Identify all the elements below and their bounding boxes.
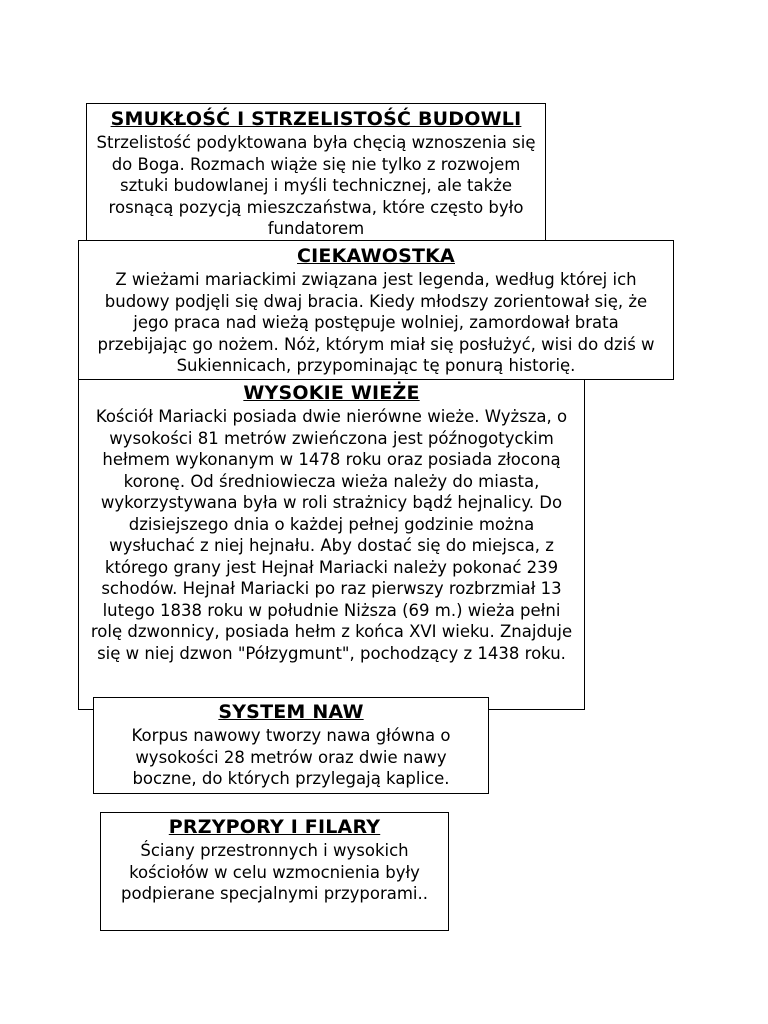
section-title: SMUKŁOŚĆ I STRZELISTOŚĆ BUDOWLI xyxy=(110,108,522,130)
section-body: Strzelistość podyktowana była chęcią wznoszenia się do Boga. Rozmach wiąże się nie tylko z rozwojem sztuki budowlanej i myśli technicznej, ale także rosnącą pozycją mieszczaństwa, które często było fundatorem xyxy=(96,133,536,238)
section-title: SYSTEM NAW xyxy=(218,701,364,723)
section-smuklosc xyxy=(86,103,546,253)
section-body: Ściany przestronnych i wysokich kościołów w celu wzmocnienia były podpierane specjalnymi przyporami.. xyxy=(121,841,428,903)
section-title: WYSOKIE WIEŻE xyxy=(243,382,420,404)
section-ciekawostka xyxy=(78,240,674,380)
section-body: Korpus nawowy tworzy nawa główna o wysokości 28 metrów oraz dwie nawy boczne, do których przylegają kaplice. xyxy=(131,726,451,788)
section-przypory xyxy=(100,812,449,931)
section-wysokie-wieze xyxy=(78,378,585,710)
section-title: CIEKAWOSTKA xyxy=(297,245,455,267)
section-system-naw xyxy=(93,697,489,794)
section-title: PRZYPORY I FILARY xyxy=(168,816,381,838)
section-body: Z wieżami mariackimi związana jest legenda, według której ich budowy podjęli się dwaj bracia. Kiedy młodszy zorientował się, że jego praca nad wieżą postępuje wolniej, zamordował brata przebijając go nożem. Nóż, którym miał się posłużyć, wisi do dziś w Sukiennicach, przypominając tę ponurą historię. xyxy=(97,270,655,375)
section-body: Kościół Mariacki posiada dwie nierówne wieże. Wyższa, o wysokości 81 metrów zwieńczona jest późnogotyckim hełmem wykonanym w 1478 roku oraz posiada złoconą koronę. Od średniowiecza wieża należy do miasta, wykorzystywana była w roli strażnicy bądź hejnalicy. Do dzisiejszego dnia o każdej pełnej godzinie można wysłuchać z niej hejnału. Aby dostać się do miejsca, z którego grany jest Hejnał Mariacki należy pokonać 239 schodów. Hejnał Mariacki po raz pierwszy rozbrzmiał 13 lutego 1838 roku w południe Niższa (69 m.) wieża pełni rolę dzwonnicy, posiada hełm z końca XVI wieku. Znajduje się w niej dzwon "Półzygmunt", pochodzący z 1438 roku. xyxy=(90,407,573,663)
